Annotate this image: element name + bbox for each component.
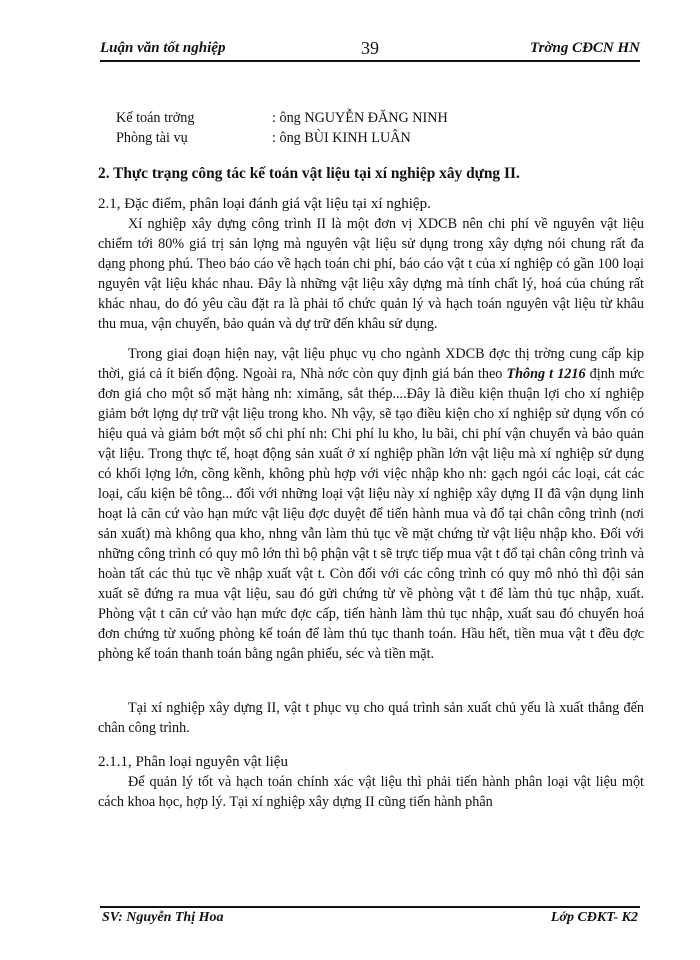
paragraph-1: Xí nghiệp xây dựng công trình II là một đơn vị XDCB nên chi phí về nguyên vật liệu chiếm tới 80% giá trị sản lợng mà nguyên vật liệu sử dụng trong xây dựng nói chung rất đa dạng phong phú. Theo báo cáo về hạch toán chi phí, báo cáo vật t của xí nghiệp có gần 100 loại nguyên vật liệu khác nhau. Đây là những vật liệu xây dựng mà tính chất lý, hoá của chúng rất khác nhau, do đó yêu cầu đặt ra là phải tổ chức quản lý và hạch toán nguyên vật liệu từ khâu thu mua, vận chuyển, bảo quản và dự trữ đến khâu sử dụng. xyxy=(98,216,644,332)
subsection-title-2-1: 2.1, Đặc điểm, phân loại đánh giá vật liệu tại xí nghiệp. xyxy=(98,196,431,212)
paragraph-2-end: định mức đơn giá cho một số mặt hàng nh: ximăng, sắt thép....Đây là điều kiện thuận lợi cho xí nghiệp giảm bớt lợng dự trữ vật liệu trong kho. Nh vậy, sẽ tạo điều kiện cho xí nghiệp sử dụng vốn có hiệu quả và giảm bớt một số chi phí nh: Chi phí lu kho, lu bãi, chi phí vận chuyển và bảo quản vật liệu. Trong thực tế, hoạt động sản xuất ở xí nghiệp phần lớn vật liệu mà xí nghiệp sử dụng có khối lợng lớn, cồng kềnh, không phù hợp với việc nhập kho nh: gạch ngói các loại, cát các loại, cấu kiện bê tông... đối với những loại vật liệu này xí nghiệp xây dựng II đã vận dụng linh hoạt là căn cứ vào hạn mức vật liệu đợc duyệt để tiến hành mua và đổ tại chân công trình (nơi sản xuất) mà không qua kho, nhng vẫn làm thủ tục về mặt chứng từ vật liệu nhập kho. Đối với những công trình có quy mô lớn thì bộ phận vật t sẽ trực tiếp mua vật t đổ tại chân công trình và hoàn tất các thủ tục về nhập xuất vật t. Còn đối với các công trình có quy mô nhỏ thì đội sản xuất sẽ đứng ra mua vật liệu, sau đó gửi chứng từ về phòng vật t để làm thủ tục nhập, xuất. Phòng vật t căn cứ vào hạn mức đợc cấp, tiến hành làm thủ tục nhập, xuất sau đó chuyển hoá đơn chứng từ xuống phòng kế toán để làm thủ tục thanh toán. Hầu hết, tiền mua vật t đều đợc phòng kế toán thanh toán bằng ngân phiếu, séc và tiền mặt. xyxy=(98,366,644,662)
footer-student-name: SV: Nguyễn Thị Hoa xyxy=(102,910,224,925)
paragraph-3: Tại xí nghiệp xây dựng II, vật t phục vụ cho quá trình sản xuất chủ yếu là xuất thẳng đến chân công trình. xyxy=(98,700,644,736)
page-number: 39 xyxy=(361,38,379,58)
staff-row-accountant xyxy=(116,108,644,128)
header-thesis-label: Luận văn tốt nghiệp xyxy=(100,40,226,56)
header-school-label: Trờng CĐCN HN xyxy=(529,40,640,56)
section-title: 2. Thực trạng công tác kế toán vật liệu tại xí nghiệp xây dựng II. xyxy=(98,165,520,182)
staff-value: : ông BÙI KINH LUÂN xyxy=(272,130,411,146)
staff-row-finance xyxy=(116,128,644,148)
subsection-title-2-1-1: 2.1.1, Phân loại nguyên vật liệu xyxy=(98,754,288,770)
staff-role: Phòng tài vụ xyxy=(116,130,188,146)
staff-role: Kế toán trởng xyxy=(116,110,195,126)
paragraph-2 xyxy=(98,344,644,664)
paragraph-2-start: Trong giai đoạn hiện nay, vật liệu phục vụ cho ngành XDCB đợc thị trờng cung cấp kịp thời, giá cả ít biến động. Ngoài ra, Nhà nớc còn quy định giá bán theo xyxy=(98,346,644,382)
page-footer xyxy=(100,908,640,930)
page-body xyxy=(98,108,644,812)
header-divider xyxy=(100,60,640,62)
footer-class-name: Lớp CĐKT- K2 xyxy=(550,910,638,925)
paragraph-4: Để quản lý tốt và hạch toán chính xác vật liệu thì phải tiến hành phân loại vật liệu một cách khoa học, hợp lý. Tại xí nghiệp xây dựng II cũng tiến hành phân xyxy=(98,774,644,810)
circular-reference: Thông t 1216 xyxy=(506,366,586,382)
staff-value: : ông NGUYỄN ĐĂNG NINH xyxy=(272,110,448,126)
